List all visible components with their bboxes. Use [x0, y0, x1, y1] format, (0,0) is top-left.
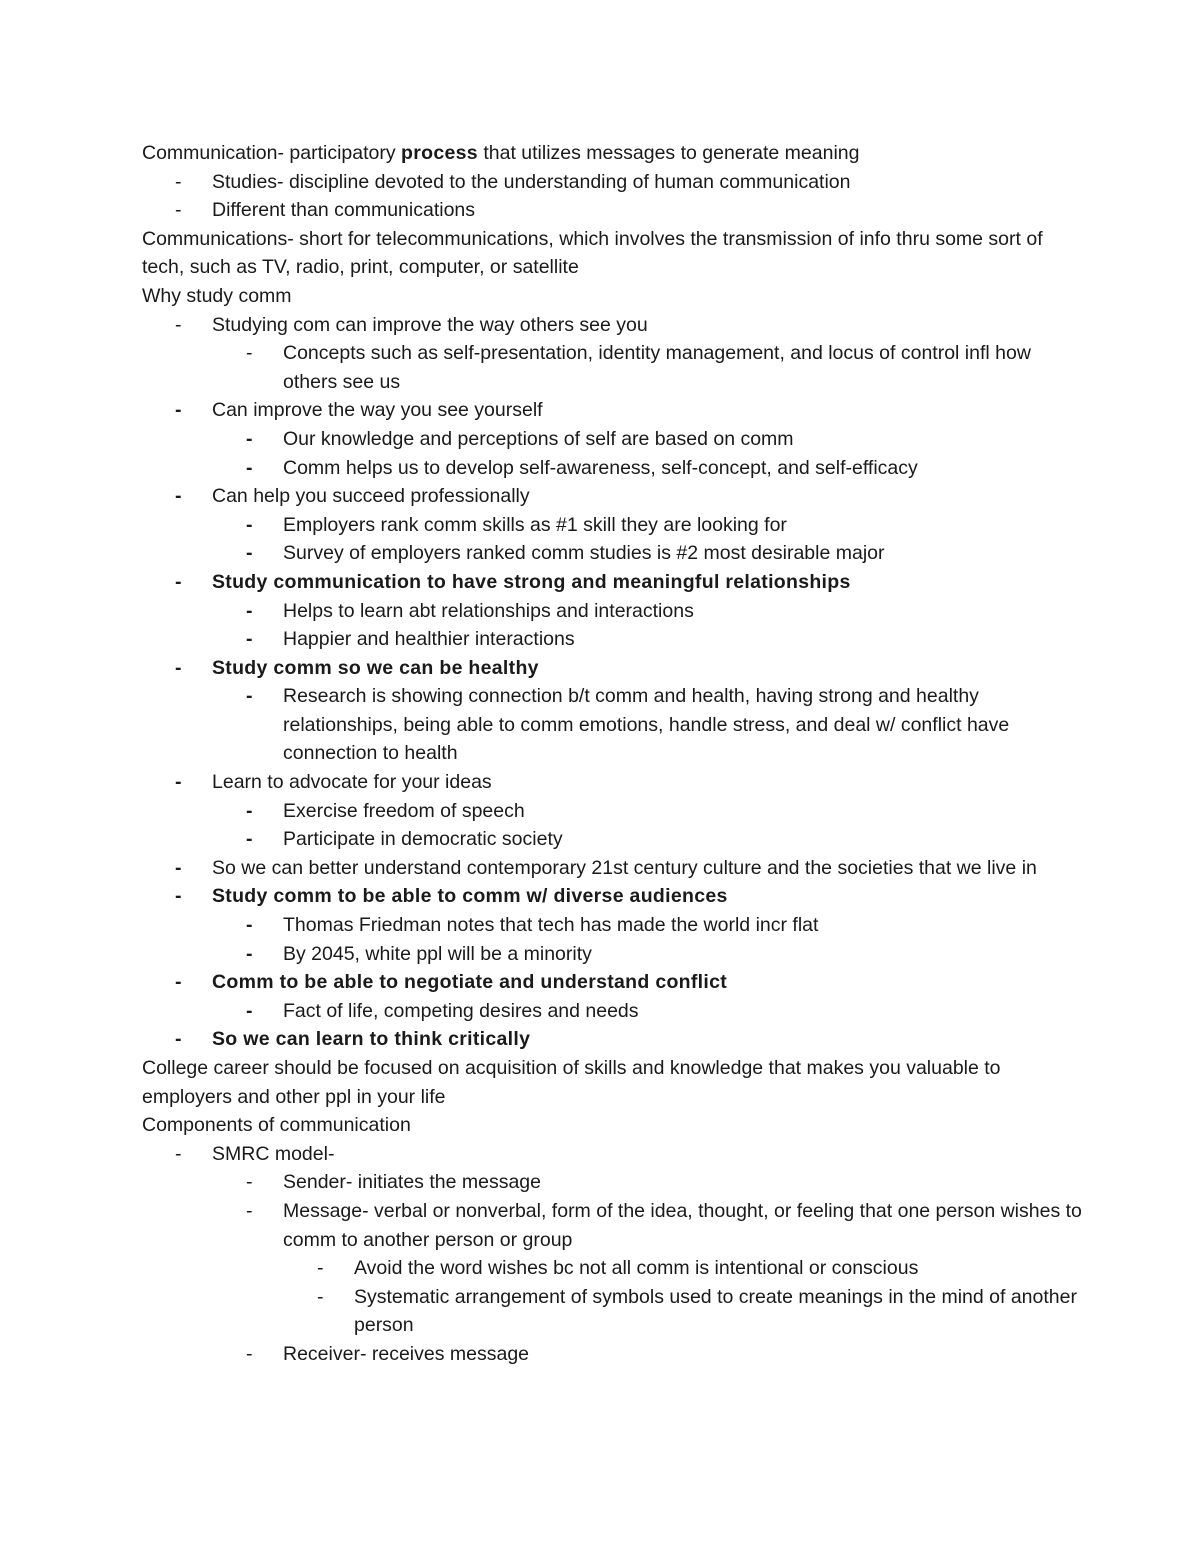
list-item	[142, 625, 1082, 654]
text-run: Learn to advocate for your ideas	[212, 771, 492, 794]
bullet-dash: -	[246, 542, 253, 565]
list-item	[142, 968, 1082, 997]
text-run: Receiver- receives message	[283, 1342, 530, 1365]
text-run: Studying com can improve the way others see you	[212, 313, 648, 336]
text-run: SMRC model-	[212, 1142, 335, 1165]
list-item	[142, 1197, 1082, 1254]
text-run: By 2045, white ppl will be a minority	[283, 942, 592, 965]
text-run: Sender- initiates the message	[283, 1171, 541, 1194]
bullet-dash: -	[175, 170, 182, 193]
list-item	[142, 1025, 1082, 1054]
bullet-dash: -	[175, 971, 182, 994]
list-item	[142, 568, 1082, 597]
text-run: Why study comm	[142, 284, 292, 307]
text-run: Our knowledge and perceptions of self are based on comm	[283, 427, 794, 450]
text-run: Can help you succeed professionally	[212, 485, 530, 508]
list-item	[142, 1140, 1082, 1169]
bullet-dash: -	[175, 771, 182, 794]
list-item	[142, 425, 1082, 454]
bullet-dash: -	[246, 942, 253, 965]
bold-text: Study communication to have strong and meaningful relationships	[212, 570, 851, 593]
list-item	[142, 797, 1082, 826]
text-run: College career should be focused on acquisition of skills and knowledge that makes you valuable to employers and other ppl in your life	[142, 1057, 1001, 1108]
bullet-dash: -	[246, 1199, 253, 1222]
list-item	[142, 940, 1082, 969]
list-item	[142, 482, 1082, 511]
paragraph	[142, 225, 1082, 282]
bullet-dash: -	[246, 828, 253, 851]
text-run: Employers rank comm skills as #1 skill they are looking for	[283, 513, 787, 536]
list-item	[142, 511, 1082, 540]
text-run: Communication- participatory	[142, 142, 402, 164]
bullet-dash: -	[246, 799, 253, 822]
text-run: Survey of employers ranked comm studies is #2 most desirable major	[283, 542, 885, 565]
text-run: Thomas Friedman notes that tech has made the world incr flat	[283, 914, 819, 937]
bullet-dash: -	[246, 685, 253, 708]
bold-text: Study comm to be able to comm w/ diverse audiences	[212, 885, 728, 908]
list-item	[142, 654, 1082, 683]
bullet-dash: -	[175, 885, 182, 908]
bullet-dash: -	[246, 342, 253, 365]
bullet-dash: -	[175, 399, 182, 422]
list-item	[142, 454, 1082, 483]
text-run: Communications- short for telecommunications, which involves the transmission of info thru some sort of tech, such as TV, radio, print, computer, or satellite	[142, 227, 1043, 279]
list-item	[142, 1168, 1082, 1197]
bullet-dash: -	[246, 456, 253, 479]
text-run: Research is showing connection b/t comm and health, having strong and healthy relationships, being able to comm emotions, handle stress, and deal w/ conflict have connection to health	[283, 685, 1010, 765]
bullet-dash: -	[246, 599, 253, 622]
list-item	[142, 825, 1082, 854]
list-item	[142, 196, 1082, 225]
paragraph	[142, 139, 1082, 168]
bullet-dash: -	[246, 914, 253, 937]
text-run: So we can better understand contemporary 21st century culture and the societies that we live in	[212, 856, 1037, 879]
text-run: Different than communications	[212, 199, 476, 222]
bullet-dash: -	[246, 628, 253, 651]
bullet-dash: -	[175, 485, 182, 508]
list-item	[142, 168, 1082, 197]
bullet-dash: -	[175, 199, 182, 222]
list-item	[142, 539, 1082, 568]
list-item	[142, 911, 1082, 940]
paragraph	[142, 1054, 1082, 1111]
text-run: Helps to learn abt relationships and interactions	[283, 599, 694, 622]
bold-text: Study comm so we can be healthy	[212, 656, 539, 679]
list-item	[142, 1340, 1082, 1369]
text-run: Fact of life, competing desires and needs	[283, 999, 639, 1022]
bullet-dash: -	[246, 513, 253, 536]
text-run: Happier and healthier interactions	[283, 628, 575, 651]
list-item	[142, 1283, 1082, 1340]
bold-text: Comm to be able to negotiate and understand conflict	[212, 971, 728, 994]
text-run: Studies- discipline devoted to the understanding of human communication	[212, 170, 851, 193]
list-item	[142, 882, 1082, 911]
list-item	[142, 597, 1082, 626]
text-run: Message- verbal or nonverbal, form of the idea, thought, or feeling that one person wishes to comm to another person or group	[283, 1199, 1082, 1251]
list-item	[142, 396, 1082, 425]
bullet-dash: -	[246, 427, 253, 450]
bullet-dash: -	[317, 1257, 324, 1280]
text-run: Systematic arrangement of symbols used to create meanings in the mind of another person	[354, 1285, 1077, 1337]
list-item	[142, 339, 1082, 396]
text-run: Exercise freedom of speech	[283, 799, 525, 822]
bullet-dash: -	[175, 656, 182, 679]
list-item	[142, 854, 1082, 883]
document-body	[142, 139, 1082, 1369]
text-run: Participate in democratic society	[283, 828, 563, 851]
bullet-dash: -	[175, 856, 182, 879]
text-run: Comm helps us to develop self-awareness, self-concept, and self-efficacy	[283, 456, 918, 479]
text-run: Concepts such as self-presentation, identity management, and locus of control infl how others see us	[283, 342, 1031, 393]
bullet-dash: -	[175, 313, 182, 336]
bullet-dash: -	[246, 1342, 253, 1365]
text-run: Avoid the word wishes bc not all comm is intentional or conscious	[354, 1257, 919, 1280]
text-run: that utilizes messages to generate meaning	[477, 142, 860, 164]
bullet-dash: -	[175, 1028, 182, 1051]
bullet-dash: -	[175, 570, 182, 593]
bullet-dash: -	[175, 1142, 182, 1165]
paragraph	[142, 282, 1082, 311]
bullet-dash: -	[317, 1285, 324, 1308]
bullet-dash: -	[246, 1171, 253, 1194]
text-run: Components of communication	[142, 1114, 411, 1137]
list-item	[142, 997, 1082, 1026]
bold-text: process	[401, 142, 478, 164]
bullet-dash: -	[246, 999, 253, 1022]
paragraph	[142, 1111, 1082, 1140]
list-item	[142, 311, 1082, 340]
list-item	[142, 1254, 1082, 1283]
list-item	[142, 768, 1082, 797]
text-run: Can improve the way you see yourself	[212, 399, 543, 422]
bold-text: So we can learn to think critically	[212, 1028, 531, 1051]
list-item	[142, 682, 1082, 768]
